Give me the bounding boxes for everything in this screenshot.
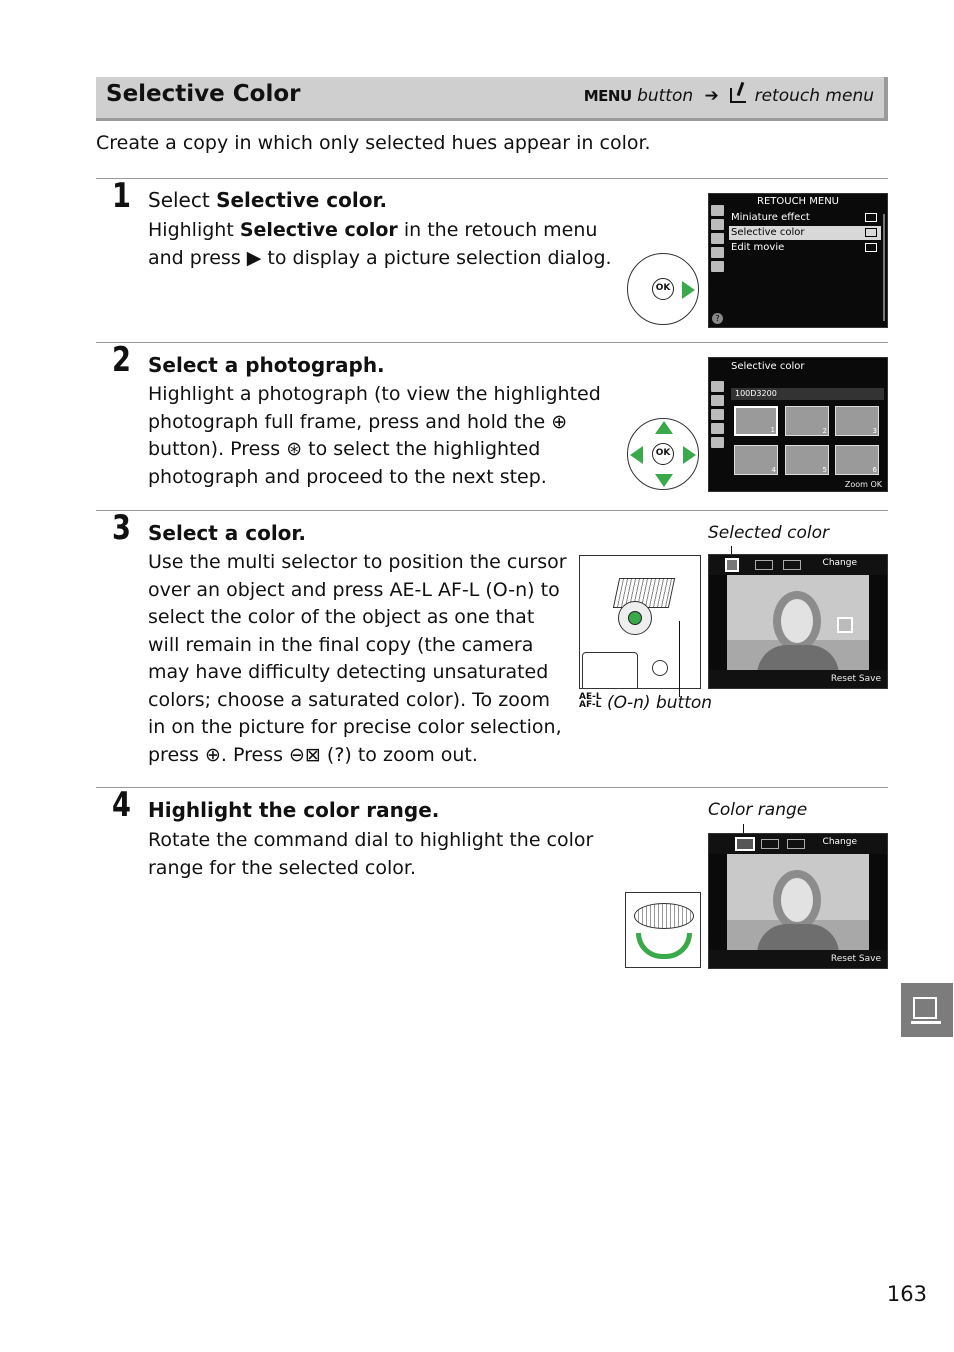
menu-item-label: Selective color [731,227,805,238]
step-title: Select a color. [148,521,307,545]
thumbnail [785,406,829,436]
caption-text: (O-n) button [607,693,713,713]
command-dial-illustration [625,892,701,968]
menu-icon [865,228,877,237]
command-dial [634,903,694,929]
thumbnail [785,445,829,475]
step-title [148,188,387,212]
left-arrow-icon [630,446,643,464]
ael-button-icon [628,611,642,625]
step-number: 2 [112,340,131,380]
caption-selected-color: Selected color [708,523,829,543]
color-range-box [735,837,755,851]
divider [96,342,888,343]
camera-back-illustration [579,555,701,689]
color-box-selected [725,558,739,572]
change-label: Change [822,558,857,568]
caption-ael-button [579,693,712,713]
menu-item-selective-color [729,226,881,240]
thumbnail [835,406,879,436]
retouch-icon [730,88,746,103]
retouch-icon [913,997,937,1019]
step-text: Use the multi selector to position the cursor over an object and press AE-L AF-L (O-n) to select the color of the object as one that will remain in the final copy (the camera may have difficulty detecting unsaturated colors; choose a saturated color). To zoom in on the picture for precise color selection, press ⊕. Press ⊖⊠ (?) to zoom out. [148,551,567,766]
ok-button-icon: OK [652,443,674,465]
step-title: Highlight the color range. [148,798,440,822]
divider [96,510,888,511]
thumbnail [734,406,778,436]
lv-button-icon [652,660,668,676]
up-arrow-icon [658,258,668,265]
arrow-icon: ➔ [704,86,719,106]
menu-item-label: Edit movie [731,242,785,253]
thumb-number: 2 [822,427,827,435]
color-box [787,839,805,849]
step-number: 4 [112,785,131,825]
retouch-section-tab [901,983,953,1037]
divider [96,178,888,179]
portrait-photo [727,854,869,950]
face [781,599,813,643]
step-text [148,217,618,272]
rotate-arrow-icon [636,933,692,959]
cursor-box [837,617,853,633]
side-icons [710,202,726,275]
picture-selection-screen [708,357,888,492]
selective-color-screen [708,554,888,689]
color-box [761,839,779,849]
lcd-monitor [582,652,638,689]
step-text: Rotate the command dial to highlight the color range for the selected color. [148,829,594,879]
step-text: Highlight a photograph (to view the highlighted photograph full frame, press and hold the ⊕ button). Press ⊛ to select the highlighted photograph and proceed to the next step. [148,383,601,488]
step-title-plain: Select [148,188,217,212]
multi-selector-dial [627,418,699,490]
thumb-number: 1 [770,426,775,434]
menu-icon [865,243,877,252]
text-bold: Selective color [239,219,398,241]
caption-color-range: Color range [708,800,808,820]
screen-footer: Zoom OK [844,480,882,489]
thumb-number: 4 [771,466,776,474]
thumb-number: 6 [872,466,877,474]
thumbnail [734,445,778,475]
ok-button-icon: OK [652,278,674,300]
thumbnail [835,445,879,475]
divider [96,787,888,788]
side-icons [710,378,726,451]
step-number: 1 [112,176,131,216]
scrollbar [883,214,885,321]
menu-path [584,86,874,106]
button-word: button [637,86,694,106]
color-box [755,560,773,570]
menu-icon [865,213,877,222]
screen-footer: Reset Save [709,950,887,968]
step-title: Select a photograph. [148,353,385,377]
step-number: 3 [112,508,131,548]
menu-keyword: MENU [583,87,632,105]
color-box [783,560,801,570]
down-arrow-icon [655,474,673,487]
right-arrow-icon [683,446,696,464]
page-number: 163 [886,1282,927,1306]
section-header [96,77,888,121]
page-title: Selective Color [106,81,301,107]
up-arrow-icon [655,421,673,434]
change-label: Change [822,837,857,847]
thumb-number: 5 [822,466,827,474]
color-range-screen [708,833,888,969]
thumb-number: 3 [872,427,877,435]
retouch-menu-screen [708,193,888,328]
face [781,878,813,922]
leader-line [679,621,680,697]
ael-afl-icon: AE-L AF-L [579,692,602,710]
folder-label: 100D3200 [731,388,884,400]
multi-selector-dial [627,253,699,325]
menu-item-edit-movie [729,241,881,255]
retouch-menu-label: retouch menu [754,86,874,106]
ael-button-ring [618,601,652,635]
menu-item-miniature [729,211,881,225]
text-part: in the retouch menu and press ▶ to display a picture selection dialog. [148,219,612,269]
text-part: Highlight [148,219,240,241]
right-arrow-icon [682,281,695,299]
menu-item-label: Miniature effect [731,212,810,223]
intro-text: Create a copy in which only selected hues appear in color. [96,132,651,154]
screen-title: Selective color [731,361,805,372]
help-icon: ? [712,313,723,324]
step-title-bold: Selective color. [216,188,388,212]
screen-title: RETOUCH MENU [757,196,839,207]
screen-footer: Reset Save [709,670,887,688]
portrait-photo [727,575,869,670]
